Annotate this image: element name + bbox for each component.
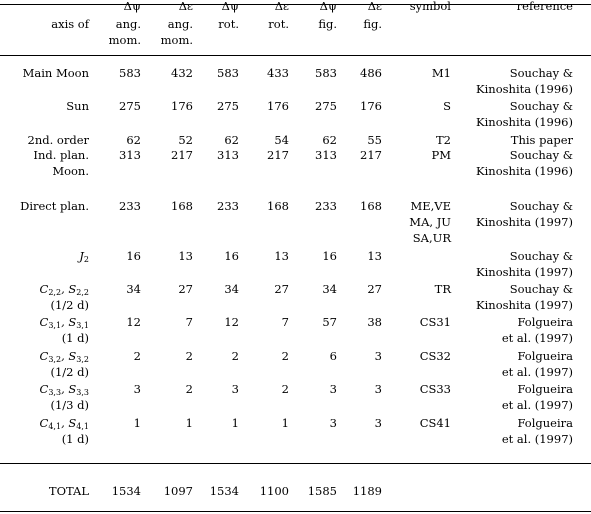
symbol-cell: CS32 xyxy=(419,349,451,363)
cell: 168 xyxy=(171,199,193,213)
cell: 176 xyxy=(267,99,289,113)
symbol-cell: M1 xyxy=(431,66,451,80)
cell: 3 xyxy=(374,382,382,396)
reference-line2: et al. (1997) xyxy=(501,432,573,446)
header-col5-line1: Δψ xyxy=(319,0,337,13)
symbol-cell: TR xyxy=(434,282,451,296)
cell: 583 xyxy=(315,66,337,80)
reference-line1: Folgueira xyxy=(517,315,573,329)
cell: 27 xyxy=(367,282,382,296)
symbol-cell: CS33 xyxy=(419,382,451,396)
symbol-cell-line3: SA,UR xyxy=(412,231,451,245)
cell: 55 xyxy=(367,133,382,147)
cell: 2 xyxy=(231,349,239,363)
symbol-cell: T2 xyxy=(436,133,451,147)
cell: 52 xyxy=(178,133,193,147)
cell: 27 xyxy=(178,282,193,296)
cell: 275 xyxy=(217,99,239,113)
bottom-rule xyxy=(0,511,591,512)
reference-line2: et al. (1997) xyxy=(501,398,573,412)
reference-line1: Souchay & xyxy=(509,282,573,296)
row-label: $C_{3,2}$, $S_{3,2}$ xyxy=(39,349,89,364)
row-label: $J_2$ xyxy=(79,249,89,264)
cell: 1 xyxy=(281,416,289,430)
row-label-line2: (1 d) xyxy=(61,432,89,446)
header-col2-line2: ang. xyxy=(167,17,193,31)
cell: 16 xyxy=(126,249,141,263)
row-label: Direct plan. xyxy=(20,199,89,213)
cell: 13 xyxy=(178,249,193,263)
total-cell: 1100 xyxy=(259,484,289,498)
row-label-line2: Moon. xyxy=(52,164,89,178)
header-col1-line1: Δψ xyxy=(123,0,141,13)
cell: 217 xyxy=(171,148,193,162)
row-label: $C_{2,2}$, $S_{2,2}$ xyxy=(39,282,89,297)
reference-line1: Souchay & xyxy=(509,199,573,213)
symbol-cell-line2: MA, JU xyxy=(409,215,451,229)
header-col4-line1: Δε xyxy=(274,0,289,13)
cell: 313 xyxy=(315,148,337,162)
row-label-line2: (1/2 d) xyxy=(50,365,89,379)
total-cell: 1189 xyxy=(352,484,382,498)
row-label: 2nd. order xyxy=(27,133,89,147)
cell: 233 xyxy=(217,199,239,213)
cell: 486 xyxy=(360,66,382,80)
cell: 583 xyxy=(217,66,239,80)
symbol-cell: CS41 xyxy=(419,416,451,430)
row-label-line2: (1 d) xyxy=(61,331,89,345)
row-label: $C_{3,1}$, $S_{3,1}$ xyxy=(39,315,89,330)
cell: 38 xyxy=(367,315,382,329)
reference-line1: Souchay & xyxy=(509,148,573,162)
cell: 275 xyxy=(315,99,337,113)
reference-line1: This paper xyxy=(510,133,573,147)
cell: 3 xyxy=(374,416,382,430)
cell: 57 xyxy=(322,315,337,329)
cell: 16 xyxy=(322,249,337,263)
symbol-cell: PM xyxy=(431,148,451,162)
header-symbol: symbol xyxy=(409,0,451,13)
reference-line1: Folgueira xyxy=(517,382,573,396)
row-label: Sun xyxy=(66,99,89,113)
reference-line2: Kinoshita (1996) xyxy=(476,164,573,178)
reference-line1: Souchay & xyxy=(509,66,573,80)
cell: 168 xyxy=(360,199,382,213)
row-label-line2: (1/2 d) xyxy=(50,298,89,312)
cell: 2 xyxy=(281,382,289,396)
cell: 176 xyxy=(171,99,193,113)
cell: 7 xyxy=(185,315,193,329)
cell: 6 xyxy=(329,349,337,363)
reference-line2: Kinoshita (1996) xyxy=(476,82,573,96)
cell: 233 xyxy=(119,199,141,213)
cell: 2 xyxy=(133,349,141,363)
total-cell: 1534 xyxy=(111,484,141,498)
cell: 34 xyxy=(322,282,337,296)
header-col4-line2: rot. xyxy=(268,17,289,31)
cell: 3 xyxy=(374,349,382,363)
row-label: $C_{3,3}$, $S_{3,3}$ xyxy=(39,382,89,397)
total-rule xyxy=(0,463,591,464)
cell: 313 xyxy=(217,148,239,162)
header-col2-line1: Δε xyxy=(178,0,193,13)
cell: 1 xyxy=(231,416,239,430)
reference-line1: Souchay & xyxy=(509,99,573,113)
cell: 12 xyxy=(126,315,141,329)
cell: 217 xyxy=(267,148,289,162)
header-rule xyxy=(0,55,591,56)
cell: 275 xyxy=(119,99,141,113)
symbol-cell: CS31 xyxy=(419,315,451,329)
cell: 3 xyxy=(231,382,239,396)
header-axis: axis of xyxy=(51,17,89,31)
cell: 217 xyxy=(360,148,382,162)
cell: 3 xyxy=(329,382,337,396)
reference-line2: et al. (1997) xyxy=(501,365,573,379)
cell: 62 xyxy=(224,133,239,147)
cell: 54 xyxy=(274,133,289,147)
cell: 12 xyxy=(224,315,239,329)
cell: 16 xyxy=(224,249,239,263)
cell: 7 xyxy=(281,315,289,329)
cell: 1 xyxy=(133,416,141,430)
row-label-line2: (1/3 d) xyxy=(50,398,89,412)
reference-line1: Folgueira xyxy=(517,416,573,430)
row-label: Ind. plan. xyxy=(33,148,89,162)
reference-line2: Kinoshita (1997) xyxy=(476,265,573,279)
cell: 168 xyxy=(267,199,289,213)
total-cell: 1585 xyxy=(307,484,337,498)
cell: 34 xyxy=(126,282,141,296)
row-label: $C_{4,1}$, $S_{4,1}$ xyxy=(39,416,89,431)
header-col1-line3: mom. xyxy=(108,33,141,47)
cell: 176 xyxy=(360,99,382,113)
reference-line2: Kinoshita (1997) xyxy=(476,215,573,229)
reference-line1: Souchay & xyxy=(509,249,573,263)
cell: 433 xyxy=(267,66,289,80)
cell: 27 xyxy=(274,282,289,296)
symbol-cell: ME,VE xyxy=(410,199,451,213)
cell: 583 xyxy=(119,66,141,80)
reference-line2: Kinoshita (1997) xyxy=(476,298,573,312)
cell: 313 xyxy=(119,148,141,162)
cell: 13 xyxy=(367,249,382,263)
cell: 432 xyxy=(171,66,193,80)
cell: 3 xyxy=(133,382,141,396)
cell: 3 xyxy=(329,416,337,430)
cell: 1 xyxy=(185,416,193,430)
total-cell: 1534 xyxy=(209,484,239,498)
header-col6-line2: fig. xyxy=(363,17,382,31)
symbol-cell: S xyxy=(443,99,451,113)
header-col6-line1: Δε xyxy=(367,0,382,13)
reference-line2: et al. (1997) xyxy=(501,331,573,345)
cell: 2 xyxy=(185,382,193,396)
header-col3-line1: Δψ xyxy=(221,0,239,13)
header-col2-line3: mom. xyxy=(160,33,193,47)
row-label: Main Moon xyxy=(22,66,89,80)
header-col5-line2: fig. xyxy=(318,17,337,31)
cell: 233 xyxy=(315,199,337,213)
cell: 13 xyxy=(274,249,289,263)
cell: 2 xyxy=(281,349,289,363)
cell: 62 xyxy=(322,133,337,147)
cell: 34 xyxy=(224,282,239,296)
total-label: TOTAL xyxy=(48,484,89,498)
top-rule xyxy=(0,4,591,5)
header-reference: reference xyxy=(516,0,573,13)
header-col3-line2: rot. xyxy=(218,17,239,31)
reference-line2: Kinoshita (1996) xyxy=(476,115,573,129)
reference-line1: Folgueira xyxy=(517,349,573,363)
cell: 2 xyxy=(185,349,193,363)
cell: 62 xyxy=(126,133,141,147)
total-cell: 1097 xyxy=(163,484,193,498)
header-col1-line2: ang. xyxy=(115,17,141,31)
